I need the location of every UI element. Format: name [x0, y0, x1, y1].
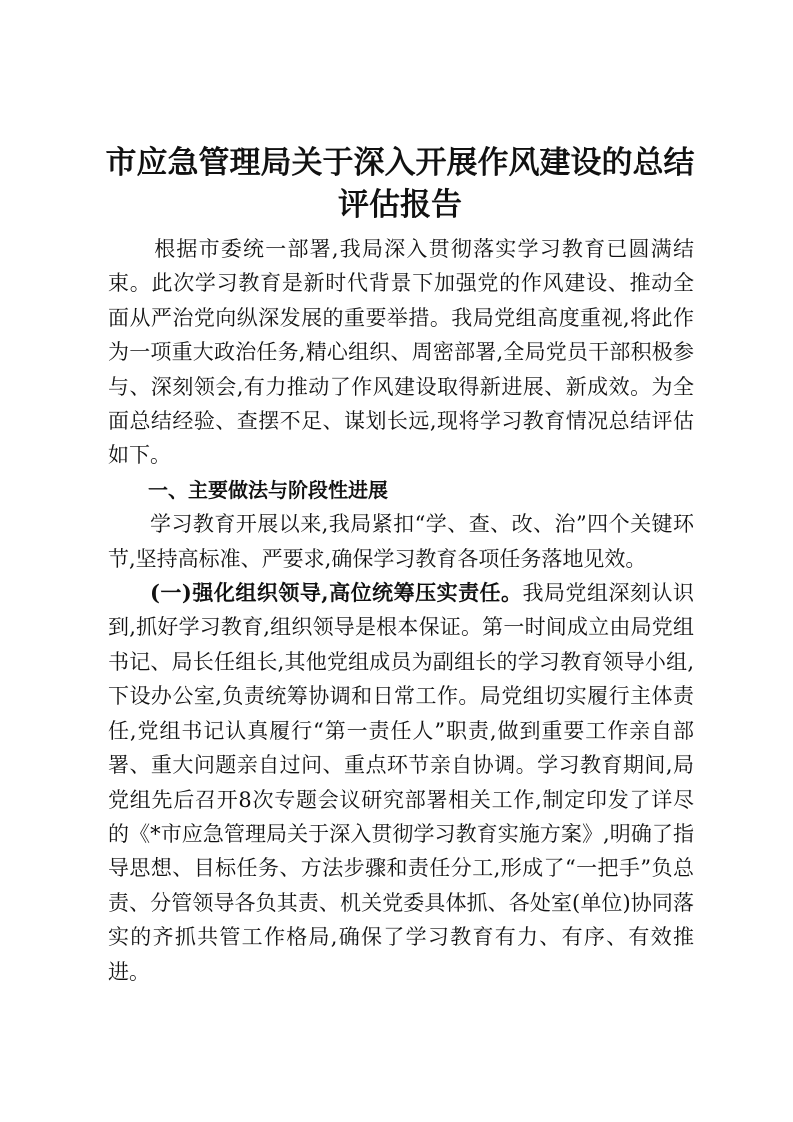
document-body	[108, 232, 694, 989]
intro-paragraph: 根据市委统一部署,我局深入贯彻落实学习教育已圆满结束。此次学习教育是新时代背景下加强党的作风建设、推动全面从严治党向纵深发展的重要举措。我局党组高度重视,将此作为一项重大政治任务,精心组织、周密部署,全局党员干部积极参与、深刻领会,有力推动了作风建设取得新进展、新成效。为全面总结经验、查摆不足、谋划长远,现将学习教育情况总结评估如下。	[108, 237, 694, 468]
item-one-body: 我局党组深刻认识到,抓好学习教育,组织领导是根本保证。第一时间成立由局党组书记、局长任组长,其他党组成员为副组长的学习教育领导小组,下设办公室,负责统筹协调和日常工作。局党组切实履行主体责任,党组书记认真履行“第一责任人”职责,做到重要工作亲自部署、重大问题亲自过问、重点环节亲自协调。学习教育期间,局党组先后召开8次专题会议研究部署相关工作,制定印发了详尽的《*市应急管理局关于深入贯彻学习教育实施方案》,明确了指导思想、目标任务、方法步骤和责任分工,形成了“一把手”负总责、分管领导各负其责、机关党委具体抓、各处室(单位)协同落实的齐抓共管工作格局,确保了学习教育有力、有序、有效推进。	[108, 581, 694, 984]
document-title: 市应急管理局关于深入开展作风建设的总结评估报告	[105, 145, 695, 223]
item-one-paragraph	[108, 576, 694, 989]
section-one-intro-paragraph: 学习教育开展以来,我局紧扣“学、查、改、治”四个关键环节,坚持高标准、严要求,确保学习教育各项任务落地见效。	[108, 512, 694, 571]
section-one-heading: 一、主要做法与阶段性进展	[148, 477, 388, 502]
item-one-lead: (一)强化组织领导,高位统筹压实责任。	[150, 580, 523, 606]
